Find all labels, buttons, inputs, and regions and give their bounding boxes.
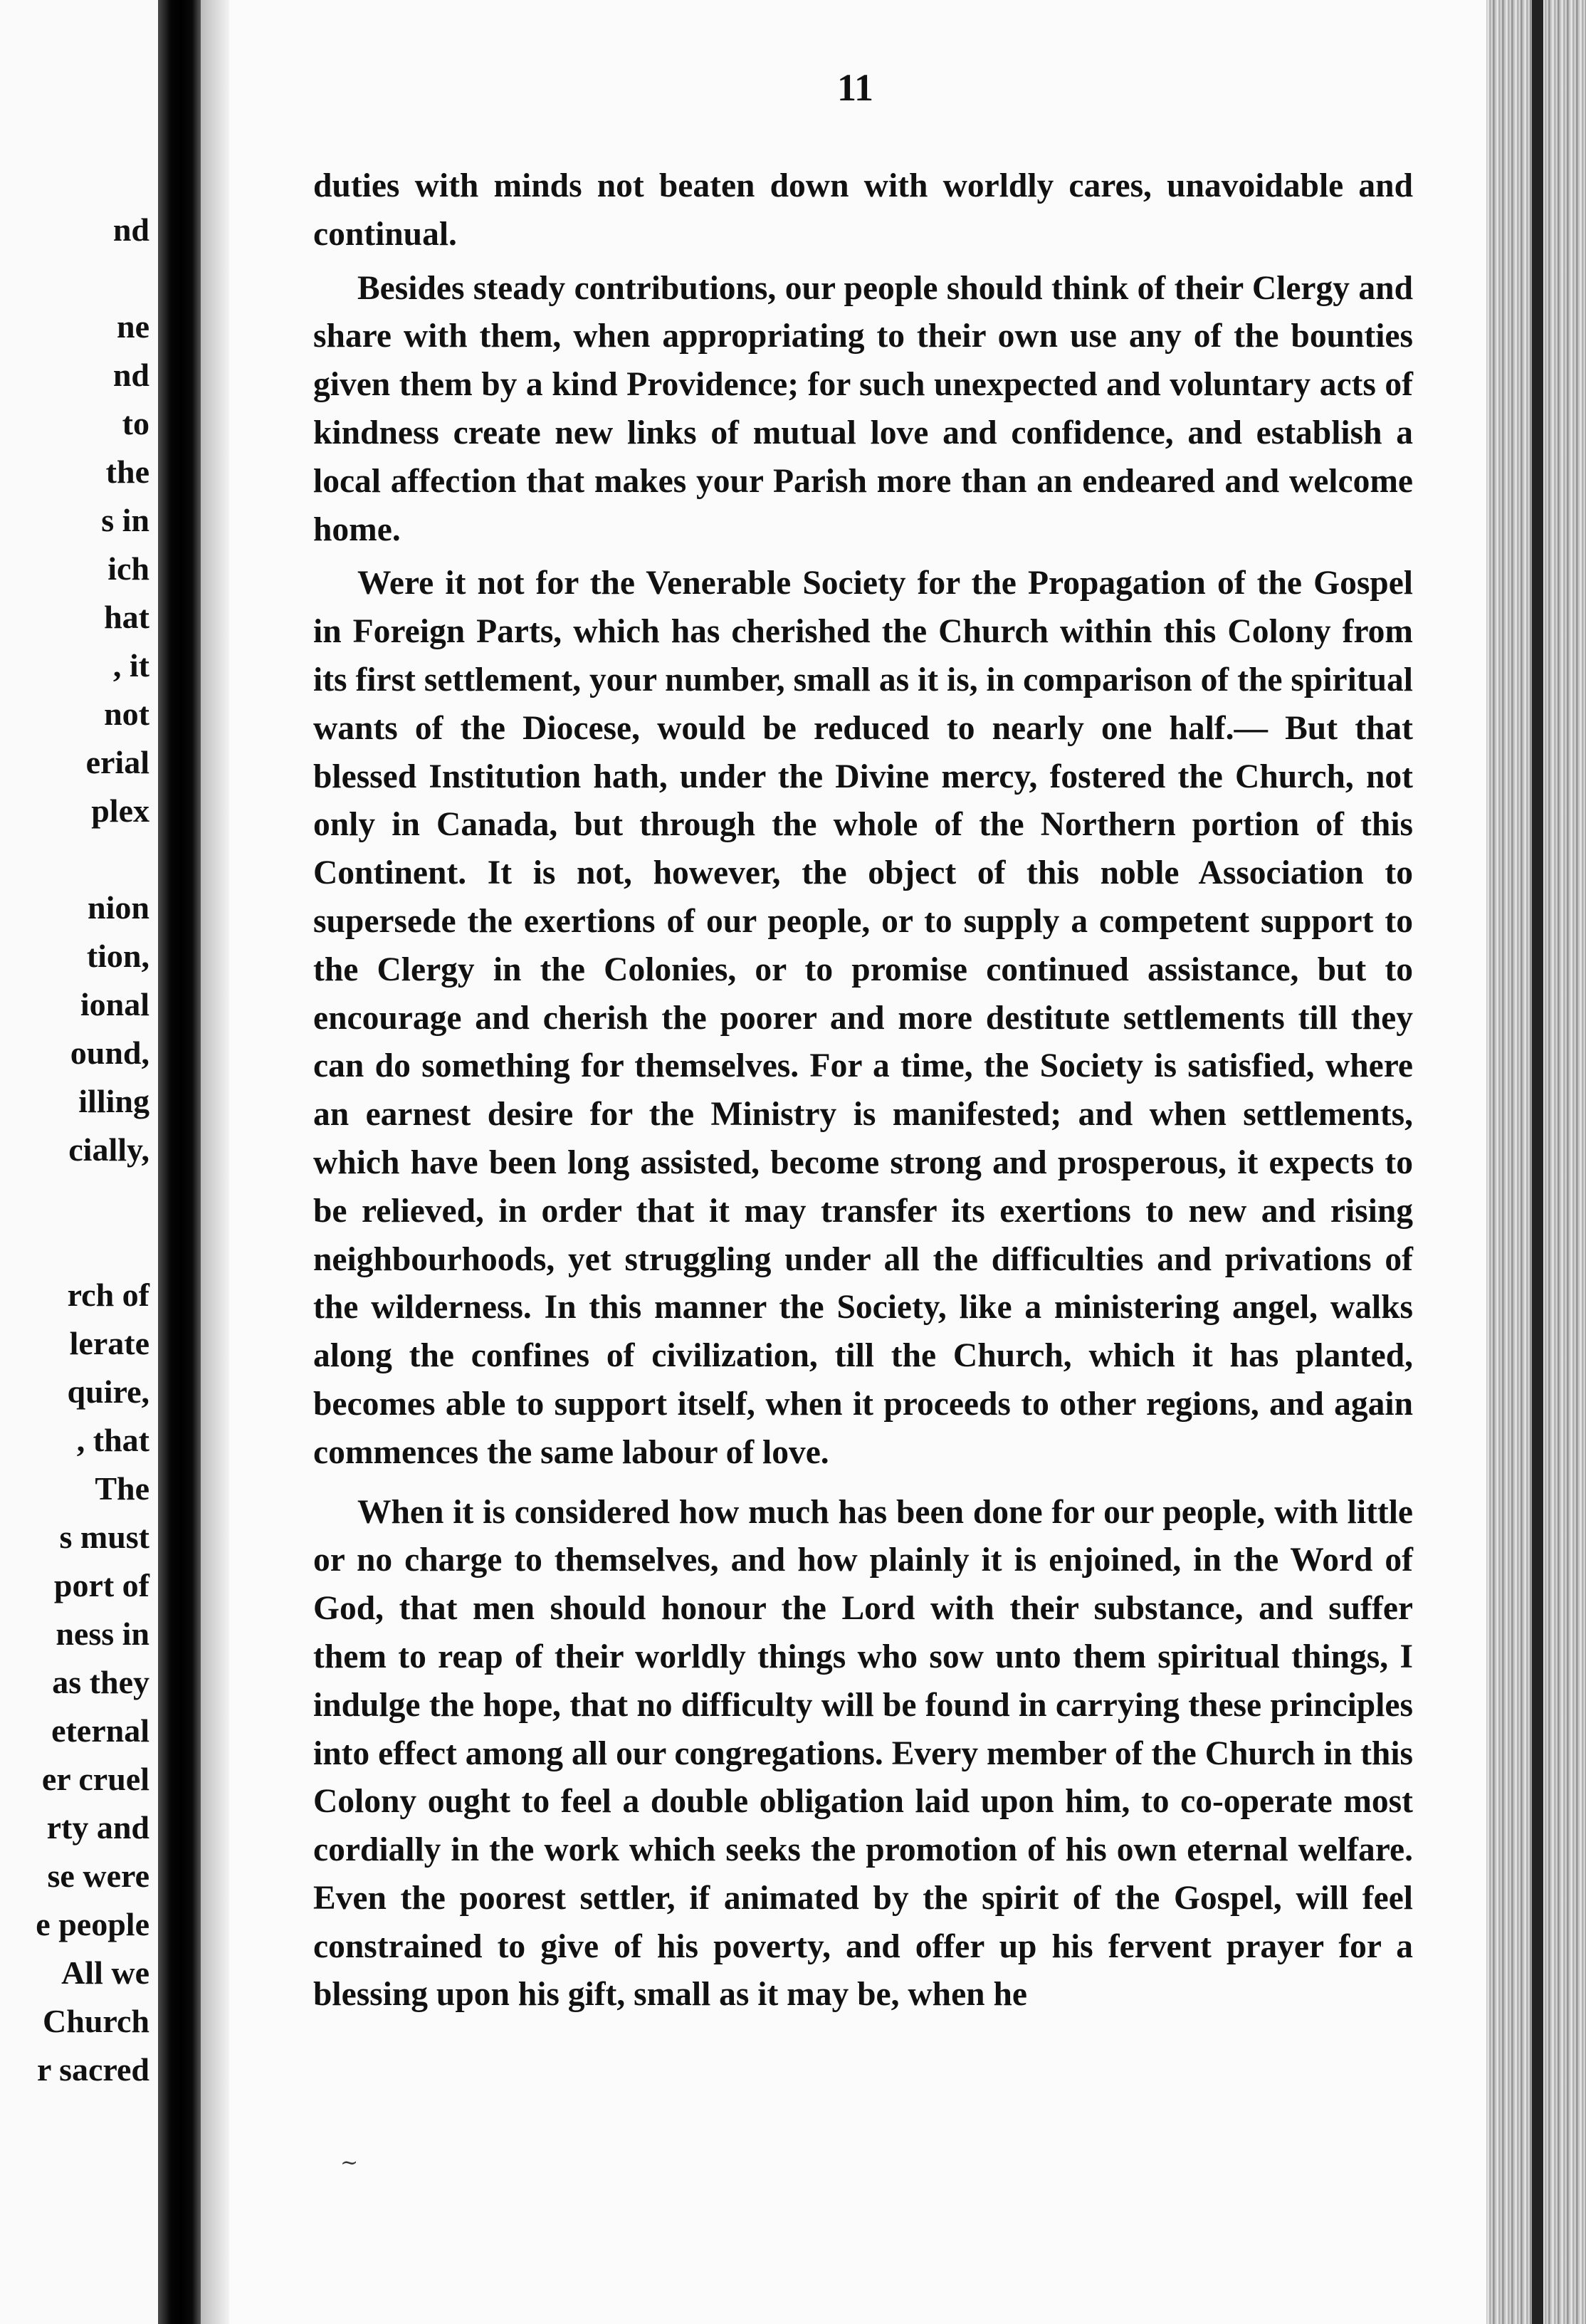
left-page-fragment: eternal (51, 1712, 149, 1749)
left-page-fragment: erial (85, 744, 149, 780)
left-page-fragment: nd (112, 211, 149, 248)
left-page-fragment: port of (53, 1567, 149, 1603)
left-page-fragment: the (105, 454, 149, 490)
left-page-fragment: hat (104, 599, 149, 635)
left-page-fragment: nion (88, 889, 149, 926)
left-page-fragment: plex (91, 792, 149, 829)
left-page-fragment: to (122, 405, 149, 441)
gutter-shadow (201, 0, 229, 2324)
left-page-fragment: ional (80, 986, 149, 1022)
left-page-fragment: rch of (67, 1277, 149, 1313)
left-page-fragment: ich (107, 550, 149, 587)
left-page-fragment: not (104, 696, 149, 732)
left-page-fragment: , that (76, 1422, 149, 1458)
left-page-fragment: cially, (68, 1131, 149, 1168)
paragraph-2: Besides steady contributions, our people should think of their Clergy and share with them, when appropriating to their own use any of the bounties given them by a kind Providence; for such unexpected and voluntary acts of kindness create new links of mutual love and confidence, and establish a local affection that makes your Parish more than an endeared and welcome home. (313, 269, 1413, 548)
left-page-fragment: rty and (46, 1809, 149, 1846)
page-number: 11 (837, 66, 874, 109)
left-page-fragment: lerate (69, 1325, 149, 1361)
ink-mark: ~ (340, 2150, 359, 2175)
left-page-fragment: Church (43, 2003, 149, 2039)
binding-gutter (158, 0, 201, 2324)
paragraph-3: Were it not for the Venerable Society for the Propagation of the Gospel in Foreign Parts, which has cherished the Church within this Colony from its first settlement, your number, small as it is, in comparison of the spiritual wants of the Diocese, would be reduced to nearly one half.— But that blessed Institution hath, under the Divine mercy, fostered the Church, not only in Canada, but through the whole of the Northern portion of this Continent. It is not, however, the object of this noble Association to supersede the exertions of our people, or to supply a competent support to the Clergy in the Colonies, or to promise continued assistance, but to encourage and cherish the poorer and more destitute settlements till they can do something for themselves. For a time, the Society is satisfied, where an earnest desire for the Ministry is manifested; and when settlements, which have been long assisted, become strong and prosperous, it expects to be relieved, in order that it may transfer its exertions to new and rising neighbourhoods, yet struggling under all the difficulties and privations of the wilderness. In this manner the Society, like a ministering angel, walks along the confines of civilization, till the Church, which it has planted, becomes able to support itself, when it proceeds to other regions, and again commences the same labour of love. (313, 565, 1413, 1471)
left-page-fragment: , it (112, 647, 149, 684)
left-page-fragment: er cruel (41, 1761, 149, 1797)
body-text (313, 162, 1413, 2019)
left-page-fragment: tion, (86, 938, 149, 974)
left-page-fragment: s in (101, 502, 149, 538)
page-edge-line (1532, 0, 1543, 2324)
paragraph-1: duties with minds not beaten down with worldly cares, unavoidable and continual. (313, 167, 1413, 253)
left-page-fragment: as they (52, 1664, 149, 1700)
left-page-fragment: The (95, 1470, 149, 1507)
left-page-fragment: s must (59, 1519, 149, 1555)
left-page-fragment: r sacred (37, 2051, 149, 2088)
left-facing-page (0, 0, 157, 2324)
left-page-fragment: ness in (56, 1616, 149, 1652)
left-page-fragment: ne (117, 308, 149, 345)
left-page-fragment: illing (78, 1083, 149, 1119)
left-page-fragment: ound, (70, 1035, 149, 1071)
left-page-fragment: e people (36, 1906, 149, 1942)
left-page-fragment: nd (112, 357, 149, 393)
paragraph-4: When it is considered how much has been done for our people, with little or no charge to themselves, and how plainly it is enjoined, in the Word of God, that men should honour the Lord with their substance, and suffer them to reap of their worldly things who sow unto them spiritual things, I indulge the hope, that no difficulty will be found in carrying these principles into effect among all our congregations. Every member of the Church in this Colony ought to feel a double obligation laid upon him, to co-operate most cordially in the work which seeks the promotion of his own eternal welfare. Even the poorest settler, if animated by the spirit of the Gospel, will feel constrained to give of his poverty, and offer up his fervent prayer for a blessing upon his gift, small as it may be, when he (313, 1493, 1413, 2014)
left-page-fragment: se were (47, 1858, 149, 1894)
left-page-fragment: All we (61, 1954, 149, 1991)
left-page-fragment: quire, (67, 1373, 149, 1410)
